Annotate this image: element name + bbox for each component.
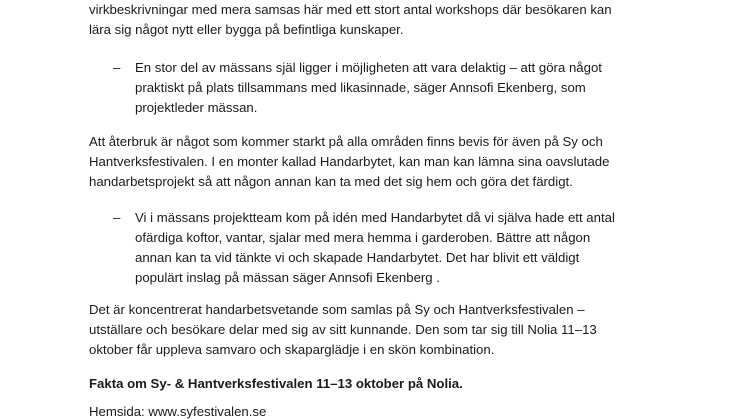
facts-heading: Fakta om Sy- & Hantverksfestivalen 11–13 oktober på Nolia. xyxy=(89,376,463,391)
quote-2-line-4: populärt inslag på mässan säger Annsofi Ekenberg . xyxy=(135,270,440,285)
intro-line-2: lära sig något nytt eller bygga på befintliga kunskaper. xyxy=(89,22,404,37)
knowledge-line-3: oktober får uppleva samvaro och skaparglädje i en skön kombination. xyxy=(89,342,495,357)
knowledge-line-1: Det är koncentrerat handarbetsvetande som samlas på Sy och Hantverksfestivalen – xyxy=(89,302,585,317)
reuse-line-1: Att återbruk är något som kommer starkt på alla områden finns bevis för även på Sy och xyxy=(89,134,603,149)
website-line[interactable]: Hemsida: www.syfestivalen.se xyxy=(89,404,267,419)
quote-2-line-2: ofärdiga koftor, vantar, sjalar med mera hemma i garderoben. Bättre att någon xyxy=(135,230,591,245)
reuse-line-3: handarbetsprojekt så att någon annan kan ta med det sig hem och göra det färdigt. xyxy=(89,174,573,189)
reuse-line-2: Hantverksfestivalen. I en monter kallad Handarbytet, kan man kan lämna sina oavslutade xyxy=(89,154,610,169)
quote-2-line-1: Vi i mässans projektteam kom på idén med Handarbytet då vi själva hade ett antal xyxy=(135,210,615,225)
quote-2-line-3: annan kan ta vid tänkte vi och skapade Handarbytet. Det har blivit ett väldigt xyxy=(135,250,580,265)
quote-2-dash: – xyxy=(113,210,121,225)
knowledge-line-2: utställare och besökare delar med sig av sitt kunnande. Den som tar sig till Nolia 11–13 xyxy=(89,322,597,337)
intro-line-1: virkbeskrivningar med mera samsas här med ett stort antal workshops där besökaren kan xyxy=(89,2,612,17)
quote-1-line-2: praktiskt på plats tillsammans med likasinnade, säger Annsofi Ekenberg, som xyxy=(135,80,586,95)
quote-1-dash: – xyxy=(113,60,121,75)
quote-1-line-1: En stor del av mässans själ ligger i möjligheten att vara delaktig – att göra något xyxy=(135,60,602,75)
quote-1-line-3: projektleder mässan. xyxy=(135,100,258,115)
